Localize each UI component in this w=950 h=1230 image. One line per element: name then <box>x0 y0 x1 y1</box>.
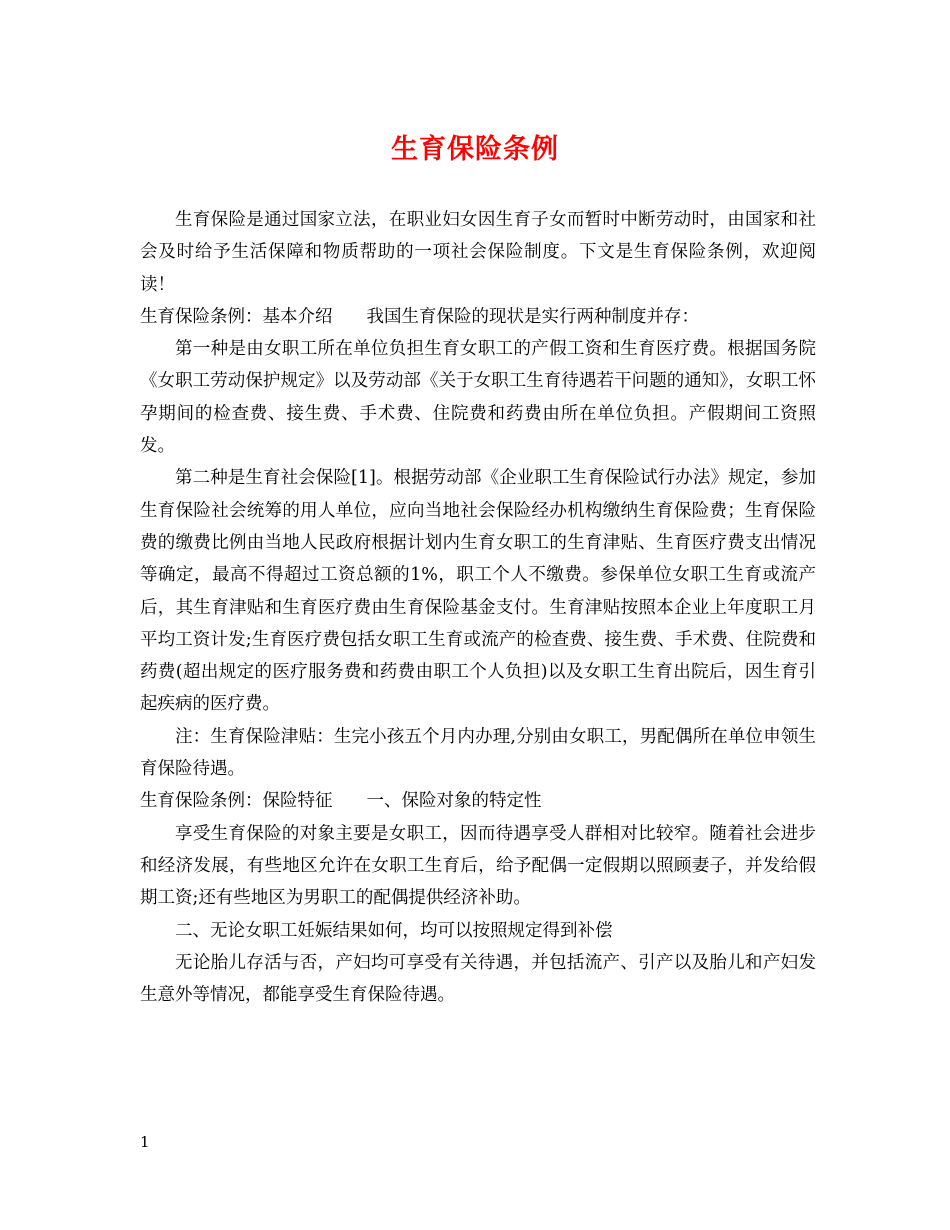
paragraph-text: 第一种是由女职工所在单位负担生育女职工的产假工资和生育医疗费。根据国务院《女职工劳动保护规定》以及劳动部《关于女职工生育待遇若干问题的通知》，女职工怀孕期间的检查费、接生费、手术费、住院费和药费由所在单位负担。产假期间工资照发。 <box>140 339 816 457</box>
paragraph-intro <box>140 204 816 301</box>
section-heading: 生育保险条例：保险特征 <box>140 791 333 812</box>
paragraph-text: 无论胎儿存活与否，产妇均可享受有关待遇，并包括流产、引产以及胎儿和产妇发生意外等情况，都能享受生育保险待遇。 <box>140 952 816 1006</box>
paragraph-first-system <box>140 333 816 462</box>
paragraph-text: 二、无论女职工妊娠结果如何，均可以按照规定得到补偿 <box>175 920 613 941</box>
paragraph-text: 生育保险是通过国家立法，在职业妇女因生育子女而暂时中断劳动时，由国家和社会及时给予生活保障和物质帮助的一项社会保险制度。下文是生育保险条例，欢迎阅读！ <box>140 210 816 295</box>
paragraph-outcome <box>140 947 816 1012</box>
paragraph-second-system <box>140 462 816 720</box>
paragraph-text: 注：生育保险津贴：生完小孩五个月内办理,分别由女职工，男配偶所在单位申领生育保险待遇。 <box>140 726 816 780</box>
document-title: 生育保险条例 <box>391 134 559 165</box>
section-heading-basic-intro <box>140 301 816 333</box>
document-body <box>140 204 816 1011</box>
paragraph-text: 一、保险对象的特定性 <box>366 791 542 812</box>
paragraph-specificity <box>140 818 816 915</box>
section-heading: 生育保险条例：基本介绍 <box>140 306 333 327</box>
paragraph-text: 享受生育保险的对象主要是女职工，因而待遇享受人群相对比较窄。随着社会进步和经济发展，有些地区允许在女职工生育后，给予配偶一定假期以照顾妻子，并发给假期工资;还有些地区为男职工的配偶提供经济补助。 <box>140 823 816 909</box>
paragraph-note <box>140 721 816 786</box>
section-heading-insurance-features <box>140 785 816 817</box>
paragraph-text: 我国生育保险的现状是实行两种制度并存： <box>366 306 699 327</box>
paragraph-text: 第二种是生育社会保险[1]。根据劳动部《企业职工生育保险试行办法》规定，参加生育保险社会统筹的用人单位，应向当地社会保险经办机构缴纳生育保险费；生育保险费的缴费比例由当地人民政府根据计划内生育女职工的生育津贴、生育医疗费支出情况等确定，最高不得超过工资总额的1%，职工个人不缴费。参保单位女职工生育或流产后，其生育津贴和生育医疗费由生育保险基金支付。生育津贴按照本企业上年度职工月平均工资计发;生育医疗费包括女职工生育或流产的检查费、接生费、手术费、住院费和药费(超出规定的医疗服务费和药费由职工个人负担)以及女职工生育出院后，因生育引起疾病的医疗费。 <box>140 468 816 715</box>
paragraph-point-two <box>140 915 816 947</box>
page-number: 1 <box>140 1133 150 1151</box>
